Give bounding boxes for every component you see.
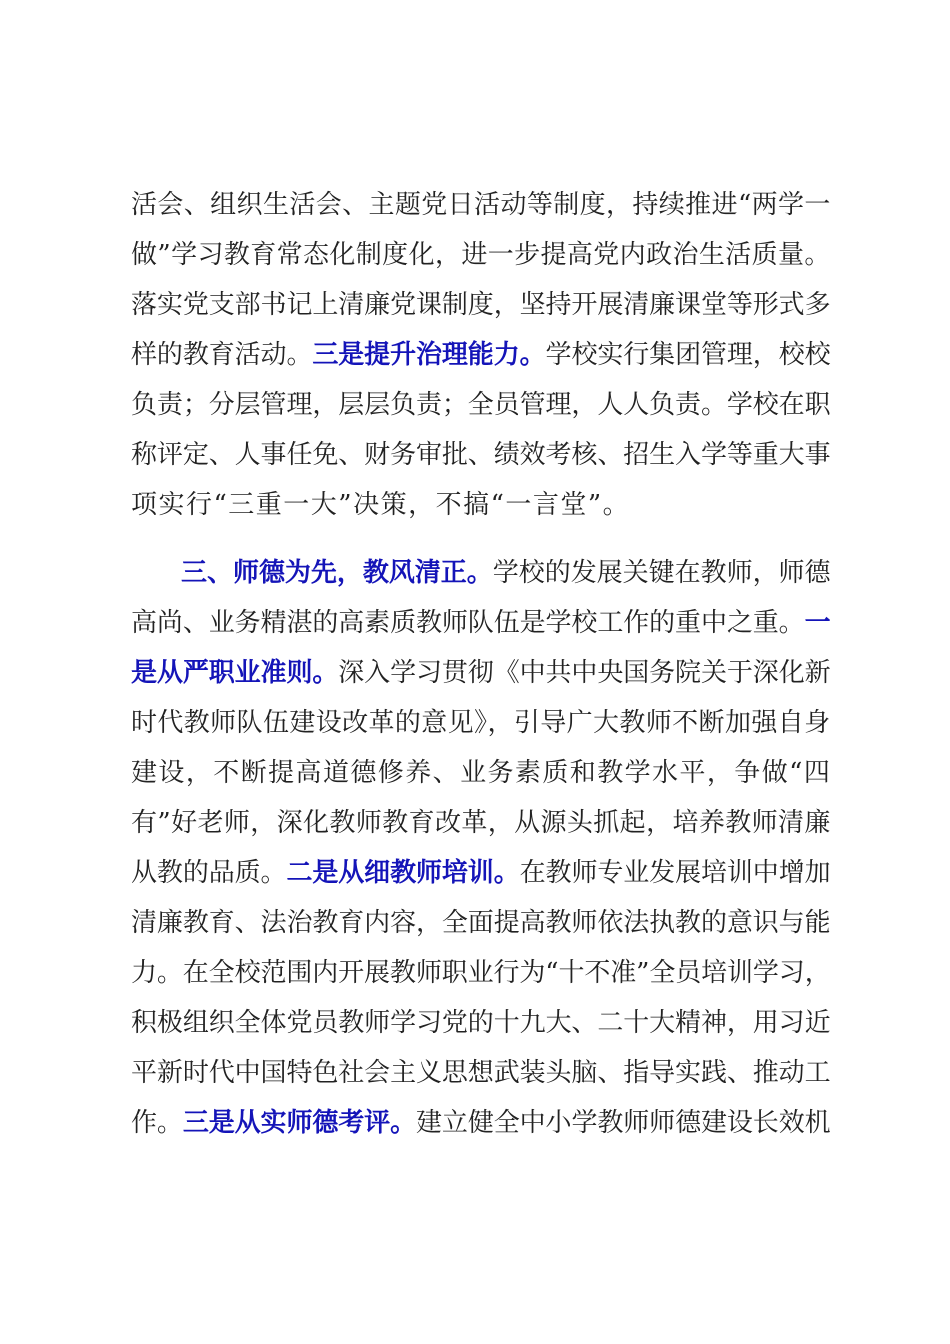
highlighted-heading: 三是提升治理能力。	[312, 340, 546, 370]
text-run: 时代教师队伍建设改革的意见》，引导广大教师不断加强自身	[131, 708, 831, 738]
text-run: 平新时代中国特色社会主义思想武装头脑、指导实践、推动工	[131, 1058, 831, 1088]
text-run: 高尚、业务精湛的高素质教师队伍是学校工作的重中之重。	[131, 608, 805, 638]
text-line	[131, 180, 831, 230]
text-run: 做”学习教育常态化制度化，进一步提高党内政治生活质量。	[131, 240, 831, 270]
text-run: 负责；分层管理，层层负责；全员管理，人人负责。学校在职	[131, 390, 831, 420]
text-run: 力。在全校范围内开展教师职业行为“十不准”全员培训学习，	[131, 958, 831, 988]
highlighted-heading: 一	[804, 608, 831, 638]
highlighted-heading: 是从严职业准则。	[131, 658, 339, 688]
text-run: 称评定、人事任免、财务审批、绩效考核、招生入学等重大事	[131, 440, 831, 470]
text-run: 项实行“三重一大”决策，不搞“一言堂”。	[131, 490, 631, 520]
text-line	[131, 848, 831, 898]
text-run: 在教师专业发展培训中增加	[519, 858, 831, 888]
text-run: 样的教育活动。	[131, 340, 313, 370]
text-line	[131, 548, 831, 598]
text-line	[131, 380, 831, 430]
highlighted-heading: 三、师德为先，教风清正。	[181, 558, 493, 588]
text-line	[131, 948, 831, 998]
highlighted-heading: 三是从实师德考评。	[182, 1108, 416, 1138]
text-line	[131, 280, 831, 330]
text-line	[131, 230, 831, 280]
paragraph	[131, 180, 831, 530]
text-line	[131, 748, 831, 798]
text-run: 从教的品质。	[131, 858, 287, 888]
text-run: 清廉教育、法治教育内容，全面提高教师依法执教的意识与能	[131, 908, 831, 938]
text-line	[131, 430, 831, 480]
highlighted-heading: 二是从细教师培训。	[286, 858, 520, 888]
text-run: 建立健全中小学教师师德建设长效机	[416, 1108, 831, 1138]
text-run: 有”好老师，深化教师教育改革，从源头抓起，培养教师清廉	[131, 808, 831, 838]
text-line	[131, 480, 831, 530]
text-line	[131, 798, 831, 848]
text-line	[131, 898, 831, 948]
text-line	[131, 598, 831, 648]
paragraph	[131, 548, 831, 1148]
text-run: 建设，不断提高道德修养、业务素质和教学水平，争做“四	[131, 758, 832, 788]
text-run: 学校的发展关键在教师，师德	[492, 558, 831, 588]
text-line	[131, 330, 831, 380]
text-run: 深入学习贯彻《中共中央国务院关于深化新	[338, 658, 831, 688]
text-line	[131, 648, 831, 698]
text-line	[131, 1048, 831, 1098]
text-run: 活会、组织生活会、主题党日活动等制度，持续推进“两学一	[131, 190, 831, 220]
text-line	[131, 698, 831, 748]
text-run: 学校实行集团管理，校校	[545, 340, 831, 370]
text-run: 作。	[131, 1108, 183, 1138]
text-line	[131, 998, 831, 1048]
text-run: 落实党支部书记上清廉党课制度，坚持开展清廉课堂等形式多	[131, 290, 831, 320]
text-line	[131, 1098, 831, 1148]
text-run: 积极组织全体党员教师学习党的十九大、二十大精神，用习近	[131, 1008, 831, 1038]
